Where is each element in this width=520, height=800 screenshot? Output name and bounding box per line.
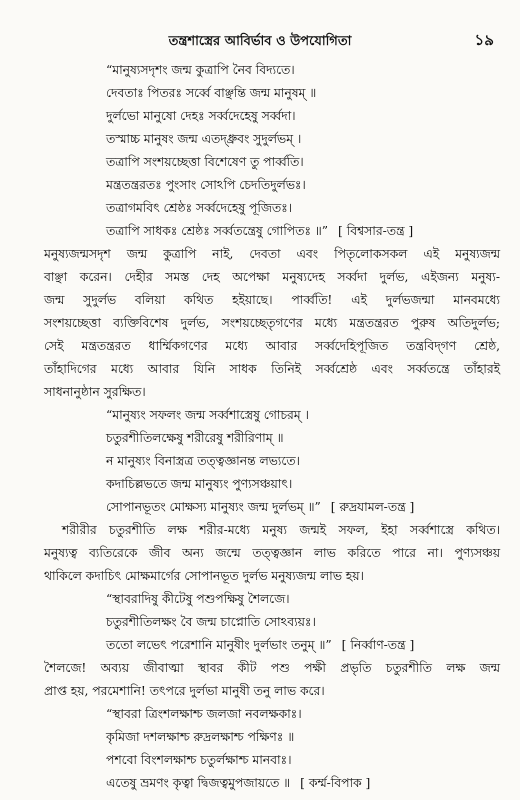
running-title: তন্ত্রশাস্ত্রের আবির্ভাব ও উপযোগিতা (168, 34, 352, 49)
line-text: সাধনানুষ্ঠান সুরক্ষিত। (44, 385, 146, 399)
verse-line (106, 591, 290, 607)
line-text: “স্থাবরাদিষু কীটেষু পশুপক্ষিষু শৈলজে। (106, 592, 290, 606)
verse-line (106, 223, 413, 239)
verse-line (106, 62, 295, 78)
line-text: তস্মাচ্চ মানুষং জন্ম এতদ্ধ্রুবং সুদুর্লভম্ । (106, 132, 302, 146)
verse-line (106, 85, 316, 101)
line-text: দুর্লভো মানুষো দেহঃ সর্ব্বদেহেষু সর্ব্বদা। (106, 109, 296, 123)
paragraph-line (44, 361, 500, 377)
verse-line (106, 614, 316, 630)
verse-line (106, 200, 292, 216)
paragraph-line (44, 338, 500, 354)
paragraph-line (44, 269, 500, 285)
line-text: কৃমিজা দশলক্ষাশ্চ রুদ্রলক্ষাশ্চ পক্ষিণঃ ॥ (106, 730, 295, 744)
verse-line (106, 407, 309, 423)
line-text: পশবো বিংশলক্ষাশ্চ চতুর্লক্ষাশ্চ মানবাঃ। (106, 753, 292, 767)
paragraph-line (44, 292, 500, 308)
line-text: তাঁহাদিগের মধ্যে আবার যিনি সাধক তিনিই সর্ব্বশ্রেষ্ঠ এবং সর্ব্বতন্ত্রে তাঁহারই (44, 362, 500, 376)
line-text: থাকিলে কদাচিৎ মোক্ষমার্গের সোপানভূত দুর্লভ মনুষ্যজন্ম লাভ হয়। (44, 569, 364, 583)
source-citation: [ কর্ম্ম-বিপাক ] (300, 776, 371, 790)
line-text: জন্ম সুদুর্লভ বলিয়া কথিত হইয়াছে। পার্ব্বতি! এই দুর্লভজন্মা মানবমধ্যে (44, 293, 500, 307)
line-text: শৈলজে! অব্যয় জীবাত্মা স্থাবর কীট পশু পক্ষী প্রভৃতি চতুরশীতি লক্ষ জন্ম (44, 661, 500, 675)
line-text: “মানুষ্যসদৃশং জন্ম কুত্রাপি নৈব বিদ্যতে। (106, 63, 295, 77)
line-text: প্রাপ্ত হয়, পরমেশানি! তৎপরে দুর্লভা মানুষী তনু লাভ করে। (44, 684, 325, 698)
verse-line (106, 476, 292, 492)
paragraph-line (44, 683, 325, 699)
line-text: মনুষ্যজন্মসদৃশ জন্ম কুত্রাপি নাই, দেবতা এবং পিতৃলোকসকল এই মনুষ্যজন্ম (44, 247, 500, 261)
line-text: তত্রাপি সংশয়চ্ছেত্তা বিশেষেণ তু পার্ব্বতি। (106, 155, 304, 169)
verse-line (106, 752, 291, 768)
source-citation: [ রুদ্রযামল-তন্ত্র ] (330, 500, 415, 514)
paragraph-line (44, 568, 364, 584)
verse-line (106, 108, 296, 124)
paragraph-line (44, 246, 500, 262)
line-text: সোপানভূতং মোক্ষস্য মানুষ্যং জন্ম দুর্লভম্ ॥” (106, 500, 321, 514)
line-text: মনুষ্যত্ব ব্যতিরেকে জীব অন্য জন্মে তত্ত্বজ্ঞান লাভ করিতে পারে না। পুণ্যসঞ্চয় (44, 546, 500, 560)
line-text: কদাচিল্লভতে জন্ম মানুষ্যং পুণ্যসঞ্চয়াৎ। (106, 477, 293, 491)
verse-line (106, 729, 294, 745)
line-text: “স্থাবরা ত্রিংশলক্ষাশ্চ জলজা নবলক্ষকাঃ। (106, 707, 302, 721)
paragraph-line (44, 545, 500, 561)
verse-line (106, 637, 414, 653)
verse-line (106, 775, 370, 791)
paragraph-line (62, 522, 500, 538)
line-text: বাঞ্ছা করেন। দেহীর সমস্ত দেহ অপেক্ষা মনুষ্যদেহ সর্ব্বদা দুর্লভ, এইজন্য মনুষ্য- (44, 270, 500, 284)
source-citation: [ বিশ্বসার-তন্ত্র ] (338, 224, 414, 238)
line-text: তত্রাপি সাধকঃ শ্রেষ্ঠঃ সর্ব্বতন্ত্রেষু গোপিতঃ ॥” (106, 224, 329, 238)
line-text: দেবতাঃ পিতরঃ সর্ব্বে বাঞ্ছন্তি জন্ম মানুষম্ ॥ (106, 86, 317, 100)
paragraph-line (44, 384, 146, 400)
line-text: চতুরশীতিলক্ষেষু শরীরেষু শরীরিণাম্ ॥ (106, 431, 284, 445)
line-text: চতুরশীতিলক্ষং বৈ জন্ম চাপ্নোতি সোঽব্যয়ঃ। (106, 615, 316, 629)
verse-line (106, 131, 301, 147)
verse-line (106, 706, 302, 722)
line-text: ততো লভেৎ পরেশানি মানুষীং দুর্লভাং তনুম্ ॥” (106, 638, 332, 652)
page-number: ১৯ (474, 31, 494, 49)
line-text: শরীরীর চতুরশীতি লক্ষ শরীর-মধ্যে মনুষ্য জন্মই সফল, ইহা সর্ব্বশাস্ত্রে কথিত। (62, 523, 500, 537)
line-text: ন মানুষ্যং বিনাস্ত্রত্র তত্ত্বজ্ঞানন্ত লভ্যতে। (106, 454, 300, 468)
line-text: তত্রাগমবিৎ শ্রেষ্ঠঃ সর্ব্বদেহেষু পূজিতঃ। (106, 201, 293, 215)
verse-line (106, 499, 414, 515)
page-header (0, 32, 520, 54)
paragraph-line (44, 315, 500, 331)
line-text: এতেষু ভ্রমণং কৃত্বা দ্বিজত্বমুপজায়তে ॥ (106, 776, 291, 790)
verse-line (106, 430, 283, 446)
line-text: সংশয়চ্ছেত্তা ব্যক্তিবিশেষ দুর্লভ, সংশয়চ্ছেতৃগণের মধ্যে মন্ত্রতন্ত্ররত পুরুষ অতিদুর্লভ; (44, 316, 500, 330)
source-citation: [ নির্ব্বাণ-তন্ত্র ] (341, 638, 415, 652)
paragraph-line (44, 660, 500, 676)
line-text: মন্ত্রতন্ত্ররতঃ পুংসাং সোঽপি চেদতিদুর্লভঃ। (106, 178, 306, 192)
line-text: “মানুষ্যং সফলং জন্ম সর্ব্বশাস্ত্রেষু গোচরম্ । (106, 408, 309, 422)
line-text: সেই মন্ত্রতন্ত্ররত ধার্ম্মিকগণের মধ্যে আবার সর্ব্বদেহিপূজিত তন্ত্রবিদ্‌গণ শ্রেষ্ঠ, (44, 339, 500, 353)
verse-line (106, 177, 306, 193)
verse-line (106, 453, 300, 469)
verse-line (106, 154, 304, 170)
